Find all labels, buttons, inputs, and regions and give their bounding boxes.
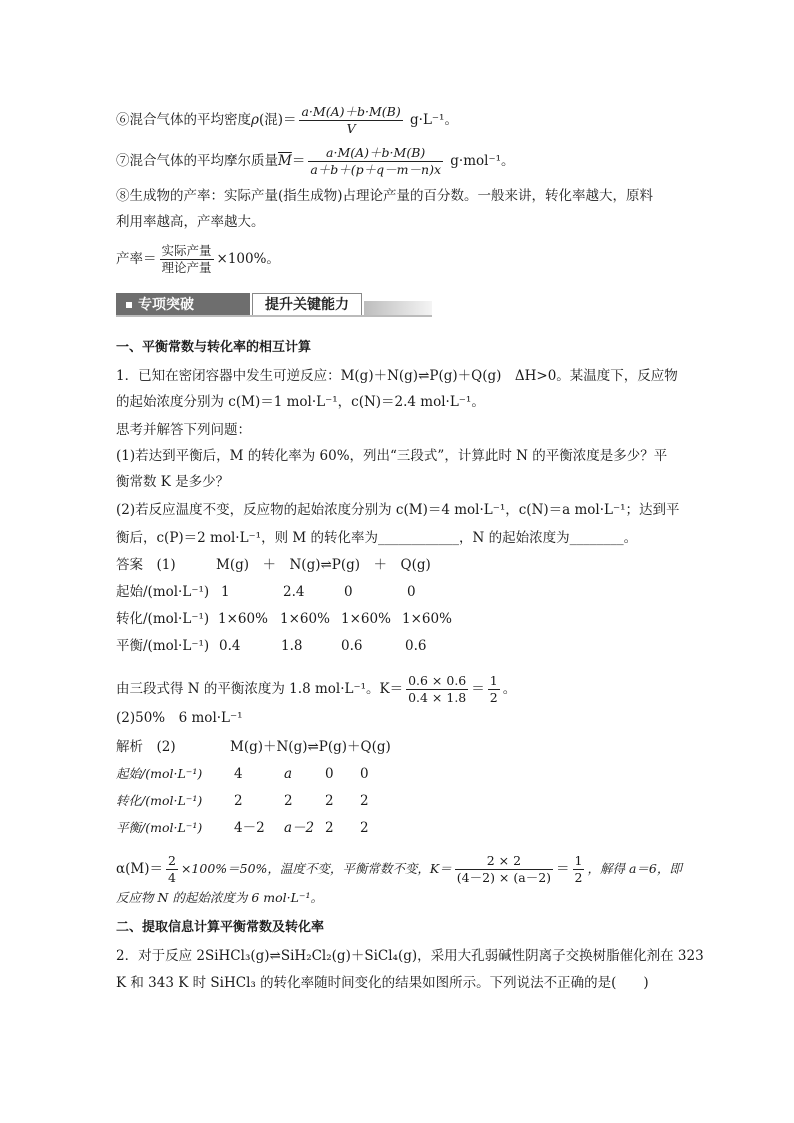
molar-mass-numerator: a·M(A)＋b·M(B) [308, 145, 443, 162]
answer-part-2: (2)50% 6 mol·L⁻¹ [116, 710, 243, 726]
analysis-head-label: 解析 (2) [116, 739, 176, 755]
analysis-k-result [573, 853, 585, 886]
answer-row-label: 起始/(mol·L⁻¹) [116, 584, 210, 600]
q1-line-3: 思考并解答下列问题： [116, 422, 251, 438]
analysis-cell: 2 [360, 820, 369, 836]
item-7-text: ⑦混合气体的平均摩尔质量 [116, 153, 278, 169]
q1-line-6: (2)若反应温度不变，反应物的起始浓度分别为 c(M)＝4 mol·L⁻¹，c(N)＝a mol·L⁻¹；达到平 [116, 502, 680, 518]
alpha-denominator: 4 [167, 870, 176, 885]
item-6-average-density [116, 104, 458, 137]
analysis-k-numerator: 2 × 2 [455, 853, 553, 870]
answer-cell: 0.6 [405, 638, 427, 654]
molar-mass-symbol: $\overline{M}$ [278, 153, 292, 169]
q1-line-4: (1)若达到平衡后，M 的转化率为 60%，列出“三段式”，计算此时 N 的平衡浓度是多少？平 [116, 448, 668, 464]
answer-head-label: 答案 (1) [116, 557, 176, 573]
answer-row-label: 平衡/(mol·L⁻¹) [116, 638, 210, 654]
yield-formula [116, 243, 280, 276]
answer-cell: 1×60% [341, 611, 391, 627]
molar-mass-unit: g·mol⁻¹。 [446, 153, 515, 169]
answer-cell: 0.6 [341, 638, 363, 654]
answer-row-label: 转化/(mol·L⁻¹) [116, 611, 210, 627]
alpha-numerator: 2 [167, 853, 176, 868]
answer-k-eq: ＝ [471, 681, 485, 697]
answer-cell: 1×60% [218, 611, 268, 627]
answer-cell: 2.4 [283, 584, 305, 600]
analysis-row-label: 平衡/(mol·L⁻¹) [116, 820, 203, 835]
q1-line-1: 1．已知在密闭容器中发生可逆反应：M(g)＋N(g)⇌P(g)＋Q(g) ΔH>0。某温度下，反应物 [116, 368, 678, 384]
answer-cell: 1×60% [280, 611, 330, 627]
molar-mass-denominator: a＋b＋(p＋q－m－n)x [310, 162, 441, 177]
analysis-k-end: ，解得 a＝6，即 [587, 861, 682, 876]
banner-left-label: 专项突破 [138, 297, 194, 313]
item-8-line-2: 利用率越高，产率越大。 [116, 214, 265, 230]
yield-fraction [160, 243, 214, 276]
analysis-cell: 4－2 [234, 820, 265, 836]
item-8-line-1: ⑧生成物的产率：实际产量(指生成物)占理论产量的百分数。一般来讲，转化率越大，原料 [116, 188, 654, 204]
analysis-cell: a [284, 766, 293, 782]
q1-line-2: 的起始浓度分别为 c(M)＝1 mol·L⁻¹，c(N)＝2.4 mol·L⁻¹。 [116, 394, 485, 410]
analysis-cell: 2 [284, 793, 293, 809]
alpha-fraction [166, 853, 178, 886]
analysis-row-label: 起始/(mol·L⁻¹) [116, 766, 203, 781]
answer-k-line [116, 673, 516, 706]
section-banner [116, 293, 432, 317]
q1-line-7: 衡后，c(P)＝2 mol·L⁻¹，则 M 的转化率为____________，N 的起始浓度为________。 [116, 530, 638, 546]
answer-k-text: 由三段式得 N 的平衡浓度为 1.8 mol·L⁻¹。K＝ [116, 681, 404, 697]
yield-denominator: 理论产量 [161, 260, 212, 275]
answer-head-equation: M(g) ＋ N(g)⇌P(g) ＋ Q(g) [216, 557, 431, 573]
banner-key-ability: 提升关键能力 [252, 293, 362, 317]
yield-pre: 产率＝ [116, 251, 157, 267]
analysis-cell: 2 [234, 793, 243, 809]
analysis-cell: 2 [325, 793, 334, 809]
yield-post: ×100%。 [216, 251, 280, 267]
q1-line-5: 衡常数 K 是多少？ [116, 474, 230, 490]
analysis-k-fraction [455, 853, 553, 886]
section-2-title: 二、提取信息计算平衡常数及转化率 [116, 920, 325, 935]
analysis-k-line [116, 853, 682, 886]
banner-underline [116, 315, 432, 317]
alpha-mid: ×100%＝50%，温度不变，平衡常数不变，K＝ [180, 861, 452, 876]
item-7-average-molar-mass [116, 145, 515, 178]
alpha-pre: α(M)＝ [116, 861, 163, 877]
answer-cell: 0 [344, 584, 353, 600]
item-6-mid: (混)＝ [258, 112, 297, 128]
q2-line-1: 2．对于反应 2SiHCl₃(g)⇌SiH₂Cl₂(g)＋SiCl₄(g)，采用大孔弱碱性阴离子交换树脂催化剂在 323 [116, 948, 704, 964]
analysis-row-label: 转化/(mol·L⁻¹) [116, 793, 203, 808]
molar-mass-fraction [308, 145, 443, 178]
analysis-last-line: 反应物 N 的起始浓度为 6 mol·L⁻¹。 [116, 890, 324, 905]
square-bullet-icon [126, 302, 132, 308]
answer-cell: 0.4 [219, 638, 241, 654]
answer-k-end: 。 [502, 681, 517, 697]
item-7-eq: ＝ [291, 153, 306, 169]
analysis-k-eq: ＝ [556, 861, 570, 877]
density-denominator: V [346, 121, 356, 136]
analysis-head-equation: M(g)＋N(g)⇌P(g)＋Q(g) [230, 739, 391, 755]
q2-line-2: K 和 343 K 时 SiHCl₃ 的转化率随时间变化的结果如图所示。下列说法不正确的是( ) [116, 975, 649, 991]
answer-k-numerator: 0.6 × 0.6 [408, 673, 467, 688]
analysis-cell: 2 [360, 793, 369, 809]
analysis-cell: 0 [360, 766, 369, 782]
answer-cell: 0 [407, 584, 416, 600]
analysis-cell: a－2 [284, 820, 315, 836]
section-1-title: 一、平衡常数与转化率的相互计算 [116, 340, 312, 355]
analysis-k-result-num: 1 [574, 853, 583, 868]
analysis-cell: 4 [234, 766, 243, 782]
analysis-k-result-den: 2 [574, 870, 583, 885]
density-fraction [299, 104, 402, 137]
answer-k-result [488, 673, 500, 706]
density-unit: g·L⁻¹。 [405, 112, 458, 128]
analysis-cell: 0 [325, 766, 334, 782]
answer-k-result-den: 2 [489, 690, 498, 705]
answer-k-fraction [406, 673, 468, 706]
rho-symbol: ρ [251, 112, 259, 128]
answer-cell: 1 [221, 584, 230, 600]
item-6-text: ⑥混合气体的平均密度 [116, 112, 251, 128]
analysis-cell: 2 [325, 820, 334, 836]
answer-k-result-num: 1 [489, 673, 498, 688]
analysis-k-denominator: (4－2) × (a－2) [456, 870, 552, 885]
banner-special-topic [116, 293, 250, 317]
answer-cell: 1.8 [281, 638, 303, 654]
density-numerator: a·M(A)＋b·M(B) [301, 104, 401, 119]
answer-k-denominator: 0.4 × 1.8 [408, 690, 467, 705]
answer-cell: 1×60% [402, 611, 452, 627]
yield-numerator: 实际产量 [161, 243, 212, 258]
